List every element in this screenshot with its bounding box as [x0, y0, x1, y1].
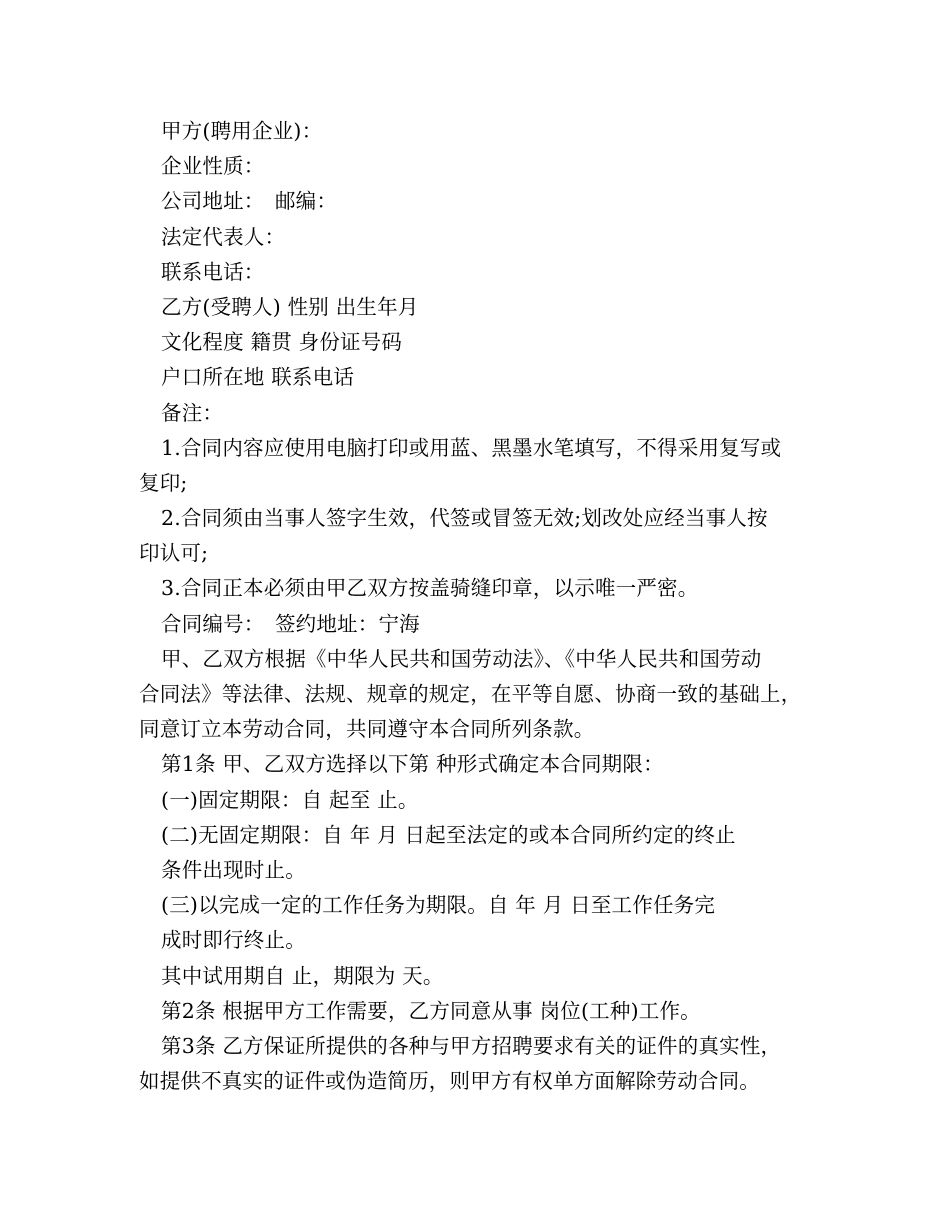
text-line: 第1条 甲、乙双方选择以下第 种形式确定本合同期限： [161, 752, 664, 777]
text-line: (三)以完成一定的工作任务为期限。自 年 月 日至工作任务完 [161, 893, 716, 918]
text-line: 乙方(受聘人) 性别 出生年月 [161, 294, 419, 319]
text-line: 联系电话： [161, 259, 265, 284]
text-line: 甲、乙双方根据《中华人民共和国劳动法》、《中华人民共和国劳动 [161, 646, 762, 671]
text-line: 1.合同内容应使用电脑打印或用蓝、黑墨水笔填写，不得采用复写或 [161, 435, 782, 460]
text-line: 企业性质： [161, 154, 265, 179]
text-line: 其中试用期自 止，期限为 天。 [161, 963, 444, 988]
text-line: 法定代表人： [161, 224, 286, 249]
text-line: 第2条 根据甲方工作需要，乙方同意从事 岗位(工种)工作。 [161, 998, 701, 1023]
text-line: 备注： [161, 400, 224, 425]
text-line: 第3条 乙方保证所提供的各种与甲方招聘要求有关的证件的真实性， [161, 1033, 782, 1058]
text-line: 甲方(聘用企业)： [161, 119, 323, 143]
text-line: 2.合同须由当事人签字生效，代签或冒签无效;划改处应经当事人按 [161, 506, 768, 531]
text-line: (二)无固定期限：自 年 月 日起至法定的或本合同所约定的终止 [161, 822, 736, 847]
text-line: 合同法》等法律、法规、规章的规定，在平等自愿、协商一致的基础上， [139, 682, 802, 706]
text-line: (一)固定期限：自 起至 止。 [161, 787, 419, 812]
text-line: 合同编号： 签约地址：宁海 [161, 611, 420, 636]
text-line: 复印; [139, 470, 188, 495]
text-line: 成时即行终止。 [161, 928, 306, 953]
text-line: 户口所在地 联系电话 [161, 365, 355, 390]
text-line: 条件出现时止。 [161, 857, 306, 882]
text-line: 同意订立本劳动合同，共同遵守本合同所列条款。 [139, 717, 595, 742]
text-line: 印认可; [139, 541, 209, 566]
text-line: 公司地址： 邮编： [161, 189, 338, 214]
text-line: 3.合同正本必须由甲乙双方按盖骑缝印章，以示唯一严密。 [161, 576, 699, 601]
text-line: 如提供不真实的证件或伪造简历，则甲方有权单方面解除劳动合同。 [139, 1069, 760, 1094]
text-line: 文化程度 籍贯 身份证号码 [161, 330, 403, 355]
contract-body [139, 114, 819, 1099]
